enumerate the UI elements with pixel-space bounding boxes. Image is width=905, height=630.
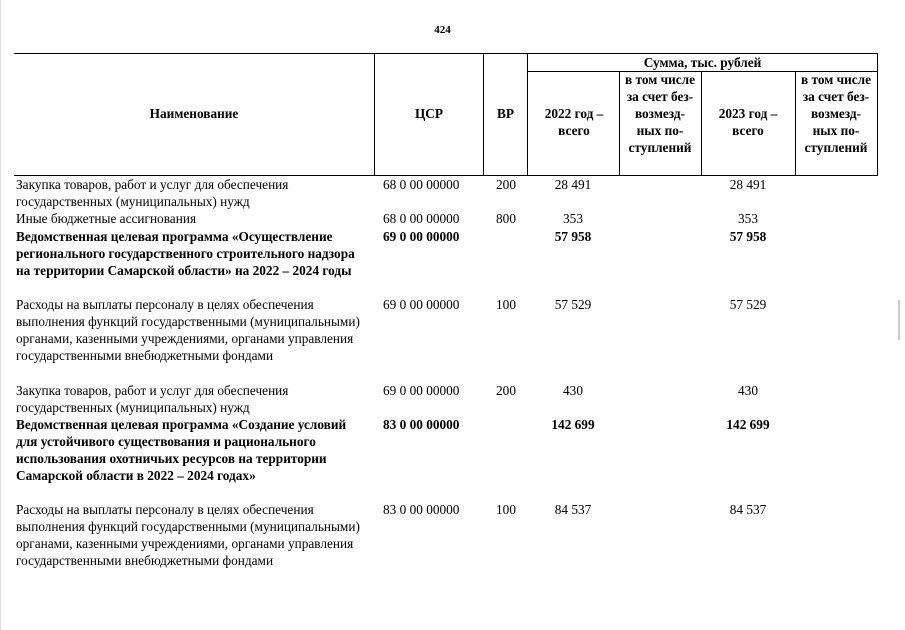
table-row-csr: 68 0 00 00000 — [383, 211, 460, 226]
table-row-name: Иные бюджетные ассигнования — [16, 211, 197, 226]
table-row-2023: 430 — [738, 383, 758, 398]
table-row-2022: 430 — [563, 383, 583, 398]
header-sum: Сумма, тыс. рублей — [643, 55, 762, 70]
table-row-csr: 69 0 00 00000 — [383, 383, 460, 398]
table-row-vr: 200 — [496, 177, 516, 192]
table-row-2023: 142 699 — [726, 417, 770, 432]
header-2023-free: в том числе за счет без-возмезд-ных по-ступлений — [800, 72, 872, 155]
header-2022-total: 2022 год – всего — [544, 106, 604, 138]
header-name: Наименование — [149, 106, 239, 121]
table-row-csr: 69 0 00 00000 — [383, 297, 460, 312]
col-divider-2023 — [795, 71, 796, 176]
table-row-name: Закупка товаров, работ и услуг для обеспечения государственных (муниципальных) нужд — [16, 177, 289, 209]
table-row-vr: 100 — [496, 502, 516, 517]
table-row-2023: 57 958 — [729, 229, 767, 244]
table-row-name: Ведомственная целевая программа «Создание условий для устойчивого существования и рационального использования охотничьих ресурсов на территории Самарской области в 2022 – 2024 годах» — [16, 417, 347, 483]
table-row-csr: 68 0 00 00000 — [383, 177, 460, 192]
header-2022-free: в том числе за счет без-возмезд-ных по-ступлений — [624, 72, 696, 155]
header-vr: ВР — [497, 106, 514, 121]
table-row-vr: 200 — [496, 383, 516, 398]
header-csr: ЦСР — [414, 106, 444, 121]
table-right-border — [877, 53, 878, 176]
table-row-2022: 84 537 — [554, 502, 592, 517]
table-row-vr: 100 — [496, 297, 516, 312]
col-divider-2022 — [619, 71, 620, 176]
table-row-name: Расходы на выплаты персоналу в целях обеспечения выполнения функций государственными (муниципальными) органами, казенными учреждениями, органами управления государственными внебюджетными фондами — [16, 297, 360, 363]
table-row-csr: 83 0 00 00000 — [383, 417, 460, 432]
table-row-vr: 800 — [496, 211, 516, 226]
col-divider-2022-free — [701, 71, 702, 176]
table-row-2022: 142 699 — [551, 417, 595, 432]
table-row-csr: 69 0 00 00000 — [383, 229, 460, 244]
table-row-2023: 84 537 — [729, 502, 767, 517]
table-row-name: Расходы на выплаты персоналу в целях обеспечения выполнения функций государственными (муниципальными) органами, казенными учреждениями, органами управления государственными внебюджетными фондами — [16, 502, 360, 568]
page-number: 424 — [434, 24, 451, 36]
table-row-name: Ведомственная целевая программа «Осуществление регионального государственного строительного надзора на территории Самарской области» на 2022 – 2024 годы — [16, 229, 355, 278]
table-row-csr: 83 0 00 00000 — [383, 502, 460, 517]
scan-edge-mark — [898, 300, 900, 340]
table-top-border — [14, 53, 878, 54]
table-row-name: Закупка товаров, работ и услуг для обеспечения государственных (муниципальных) нужд — [16, 383, 289, 415]
table-row-2023: 28 491 — [729, 177, 767, 192]
table-row-2022: 28 491 — [554, 177, 592, 192]
header-bottom-border — [14, 175, 878, 176]
table-row-2022: 353 — [563, 211, 583, 226]
table-row-2022: 57 958 — [554, 229, 592, 244]
header-2023-total: 2023 год – всего — [718, 106, 778, 138]
scan-edge-mark — [0, 0, 1, 630]
table-row-2023: 57 529 — [729, 297, 767, 312]
table-row-2022: 57 529 — [554, 297, 592, 312]
table-row-2023: 353 — [738, 211, 758, 226]
